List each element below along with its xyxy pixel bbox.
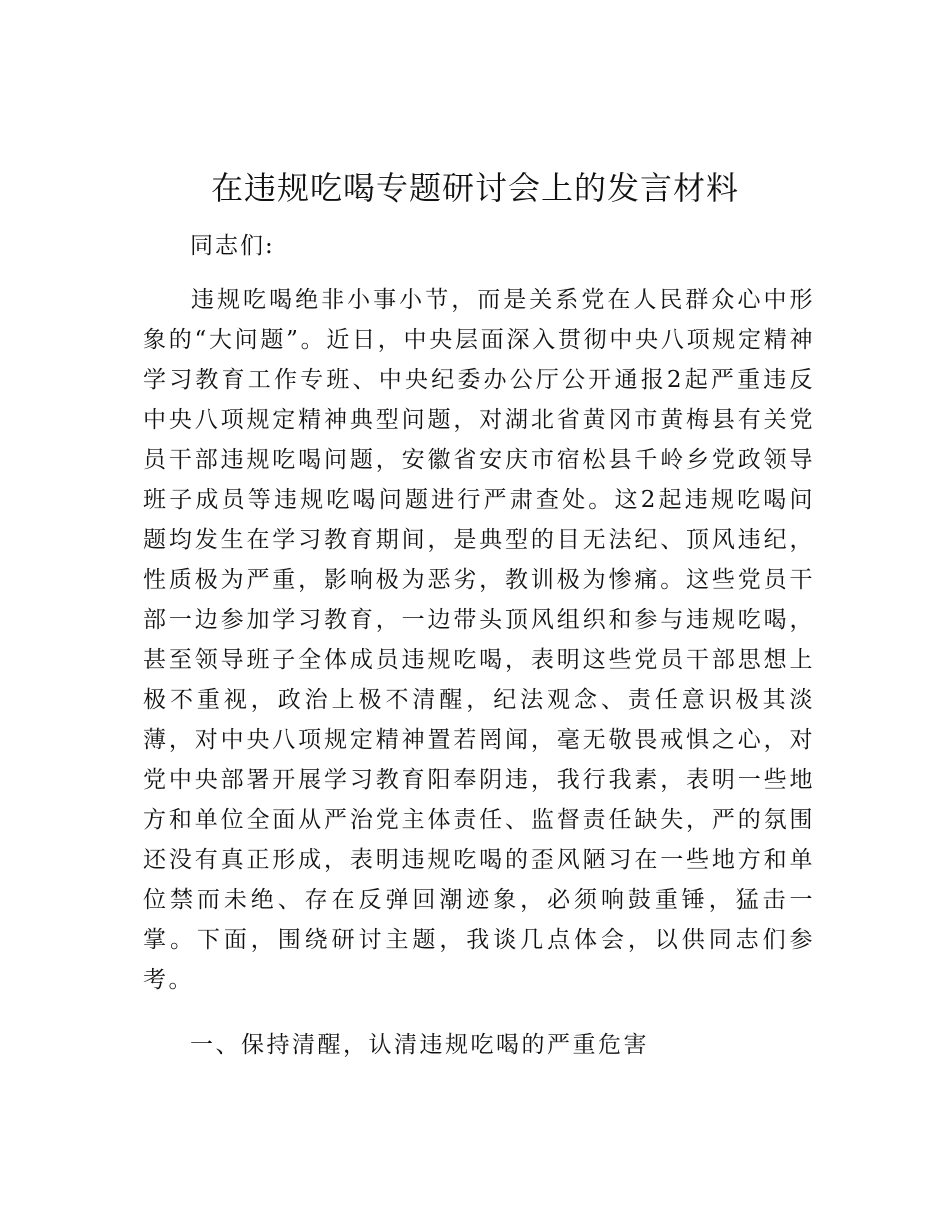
body-paragraph: 违规吃喝绝非小事小节，而是关系党在人民群众心中形象的“大问题”。近日，中央层面深入贯彻中央八项规定精神学习教育工作专班、中央纪委办公厅公开通报2起严重违反中央八项规定精神典型问题，对湖北省黄冈市黄梅县有关党员干部违规吃喝问题，安徽省安庆市宿松县千岭乡党政领导班子成员等违规吃喝问题进行严肃查处。这2起违规吃喝问题均发生在学习教育期间，是典型的目无法纪、顶风违纪，性质极为严重，影响极为恶劣，教训极为惨痛。这些党员干部一边参加学习教育，一边带头顶风组织和参与违规吃喝，甚至领导班子全体成员违规吃喝，表明这些党员干部思想上极不重视，政治上极不清醒，纪法观念、责任意识极其淡薄，对中央八项规定精神置若罔闻，毫无敬畏戒惧之心，对党中央部署开展学习教育阳奉阴违，我行我素，表明一些地方和单位全面从严治党主体责任、监督责任缺失，严的氛围还没有真正形成，表明违规吃喝的歪风陋习在一些地方和单位禁而未绝、存在反弹回潮迹象，必须响鼓重锤，猛击一掌。下面，围绕研讨主题，我谈几点体会，以供同志们参考。 <box>143 287 815 993</box>
section-heading: 一、保持清醒，认清违规吃喝的严重危害 <box>190 1032 649 1058</box>
salutation: 同志们: <box>190 233 275 259</box>
document-title: 在违规吃喝专题研讨会上的发言材料 <box>210 169 739 207</box>
